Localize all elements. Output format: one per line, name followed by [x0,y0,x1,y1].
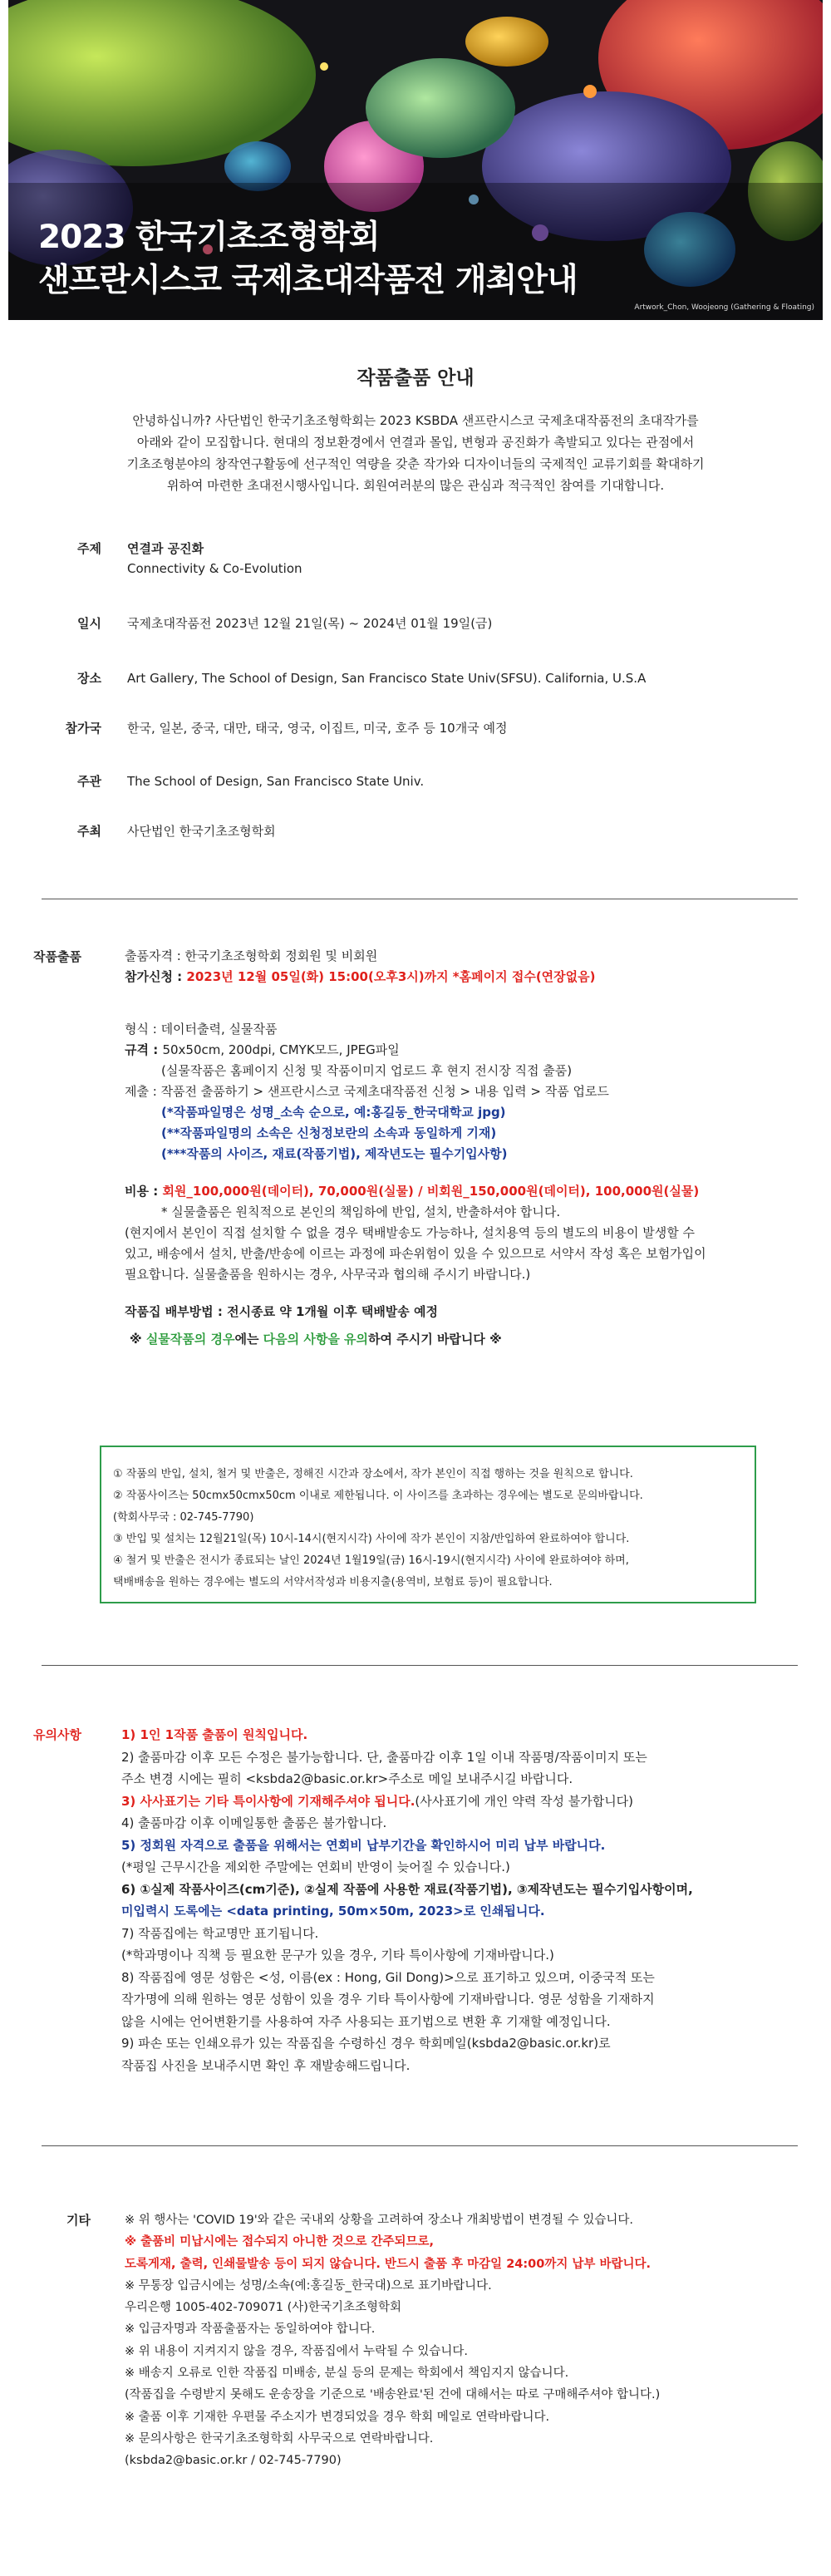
form-line: 형식 : 데이터출력, 실물작품 [125,1022,278,1037]
caution-line [125,1329,789,1350]
etc-item: ※ 배송지 오류로 인한 작품집 미배송, 분실 등의 문제는 학회에서 책임지지 않습니다. [125,2367,569,2381]
apply-deadline: 2023년 12월 05일(화) 15:00(오후3시)까지 *홈페이지 접수(연장없음) [186,969,596,984]
intro-line: 안녕하십니까? 사단법인 한국기초조형학회는 2023 KSBDA 샌프란시스코 국제초대작품전의 초대작가를 [132,413,699,428]
spec-value: 50x50cm, 200dpi, CMYK모드, JPEG파일 [162,1042,400,1057]
info-host-value: The School of Design, San Francisco State Univ. [127,774,425,789]
info-organizer-value: 사단법인 한국기초조형학회 [127,824,276,839]
hero-title [38,216,578,303]
fee-prefix: 비용 : [125,1184,163,1199]
etc-item: ※ 입금자명과 작품출품자는 동일하여야 합니다. [125,2322,376,2337]
spec-note: (실물작품은 홈페이지 신청 및 작품이미지 업로드 후 현지 전시장 직접 출품) [161,1063,573,1078]
info-place-label: 장소 [77,671,101,686]
note-item: ① 작품의 반입, 설치, 철거 및 반출은, 정해진 시간과 장소에서, 작가 본인이 직접 행하는 것을 원칙으로 합니다. [113,1468,633,1480]
etc-label: 기타 [66,2213,91,2228]
caution-item: 2) 출품마감 이후 모든 수정은 불가능합니다. 단, 출품마감 이후 1일 이내 작품명/작품이미지 또는 [121,1749,647,1765]
return-line: 작품집 배부방법 : 전시종료 약 1개월 이후 택배발송 예정 [125,1304,438,1319]
fee-note: 있고, 배송에서 설치, 반출/반송에 이르는 과정에 파손위험이 있을 수 있으므로 서약서 작성 혹은 보험가입이 [125,1246,706,1261]
etc-item: 우리은행 1005-402-709071 (사)한국기초조형학회 [125,2301,402,2315]
etc-block [125,2209,823,2472]
apply-prefix: 참가신청 : [125,969,187,984]
info-organizer-label: 주최 [77,824,101,839]
etc-item: ※ 무통장 입금시에는 성명/소속(예:홍길동_한국대)으로 표기바랍니다. [125,2278,492,2293]
spec-line [125,1040,789,1061]
submission-label: 작품출품 [33,949,81,964]
caution-e: 하여 주시기 바랍니다 ※ [368,1332,502,1347]
caution-item: 4) 출품마감 이후 이메일통한 출품은 불가합니다. [121,1815,387,1830]
divider [42,1665,798,1666]
fee-line [125,1181,789,1202]
caution-item: 8) 작품집에 영문 성함은 <성, 이름(ex : Hong, Gil Dong)>으로 표기하고 있으며, 이중국적 또는 [121,1969,655,1985]
caution-item: 9) 파손 또는 인쇄오류가 있는 작품집을 수령하신 경우 학회메일(ksbda2@basic.or.kr)로 [121,2036,611,2051]
info-host-label: 주관 [77,774,101,789]
submit-line: 제출 : 작품전 출품하기 > 샌프란시스코 국제초대작품전 신청 > 내용 입력 > 작품 업로드 [125,1084,609,1099]
intro-text [58,410,773,496]
etc-item: ※ 위 행사는 'COVID 19'와 같은 국내외 상황을 고려하여 장소나 개최방법이 변경될 수 있습니다. [125,2214,633,2227]
submission-block [125,946,789,1350]
caution-item: (*학과명이나 직책 등 필요한 문구가 있을 경우, 기타 특이사항에 기재바랍니다.) [121,1948,554,1963]
caution-a: ※ [130,1332,146,1347]
intro-line: 아래와 같이 모집합니다. 현대의 정보환경에서 연결과 몰입, 변형과 공진화가 촉발되고 있다는 관점에서 [136,435,695,450]
caution-item: 1) 1인 1작품 출품이 원칙입니다. [121,1727,308,1742]
caution-item: 5) 정회원 자격으로 출품을 위해서는 연회비 납부기간을 확인하시어 미리 납부 바랍니다. [121,1837,606,1853]
caution-item: 미입력시 도록에는 <data printing, 50m×50m, 2023>로 인쇄됩니다. [121,1904,545,1918]
caution-item: 주소 변경 시에는 필히 <ksbda2@basic.or.kr>주소로 메일 보내주시길 바랍니다. [121,1771,573,1786]
caution-item-tail: (사사표기에 개인 약력 작성 불가합니다) [415,1793,634,1809]
etc-item: ※ 출품 이후 기재한 우편물 주소지가 변경되었을 경우 학회 메일로 연락바랍니다. [125,2410,550,2424]
file-note: (*작품파일명은 성명_소속 순으로, 예:홍길동_한국대학교 jpg) [161,1105,506,1120]
info-countries-value: 한국, 일본, 중국, 대만, 태국, 영국, 이집트, 미국, 호주 등 10개국 예정 [127,721,508,736]
caution-item: 않을 시에는 언어변환기를 사용하여 자주 사용되는 표기법으로 변환 후 기재할 예정입니다. [121,2013,611,2029]
physical-artwork-notes [100,1446,756,1603]
caution-item: 6) ①실제 작품사이즈(cm기준), ②실제 작품에 사용한 재료(작품기법), ③제작년도는 필수기입사항이며, [121,1881,693,1897]
apply-line [125,967,789,988]
cautions-block [121,1724,803,2076]
intro-line: 기초조형분야의 창작연구활동에 선구적인 역량을 갖춘 작가와 디자이너들의 국제적인 교류기회를 확대하기 [126,456,705,471]
note-item: ④ 철거 및 반출은 전시가 종료되는 날인 2024년 1월19일(금) 16시-19시(현지시각) 사이에 완료하여야 하며, [113,1554,629,1567]
eligibility: 출품자격 : 한국기초조형학회 정회원 및 비회원 [125,948,378,963]
info-date-label: 일시 [77,616,101,631]
etc-item: ※ 출품비 미납시에는 접수되지 아니한 것으로 간주되므로, [125,2235,435,2249]
file-note: (**작품파일명의 소속은 신청정보란의 소속과 동일하게 기재) [161,1125,497,1140]
caution-item: (*평일 근무시간을 제외한 주말에는 연회비 반영이 늦어질 수 있습니다.) [121,1859,510,1874]
caution-item: 7) 작품집에는 학교명만 표기됩니다. [121,1925,319,1941]
note-item: ② 작품사이즈는 50cmx50cmx50cm 이내로 제한됩니다. 이 사이즈를 초과하는 경우에는 별도로 문의바랍니다. [113,1490,643,1502]
divider [42,2145,798,2146]
etc-item: ※ 문의사항은 한국기초조형학회 사무국으로 연락바랍니다. [125,2431,434,2445]
fee-value: 회원_100,000원(데이터), 70,000원(실물) / 비회원_150,000원(데이터), 100,000원(실물) [162,1184,700,1199]
info-date-value: 국제초대작품전 2023년 12월 21일(목) ~ 2024년 01월 19일(금) [127,616,493,631]
note-item: ③ 반입 및 설치는 12월21일(목) 10시-14시(현지시각) 사이에 작가 본인이 지참/반입하여 완료하여야 합니다. [113,1533,630,1545]
file-note: (***작품의 사이즈, 재료(작품기법), 제작년도는 필수기입사항) [161,1146,508,1161]
caution-b: 실물작품의 경우 [145,1332,235,1347]
hero-credit: Artwork_Chon, Woojeong (Gathering & Floating) [634,303,814,312]
info-place-value: Art Gallery, The School of Design, San Francisco State Univ(SFSU). California, U.S.A [127,671,647,686]
caution-c: 에는 [234,1332,263,1347]
info-theme-label: 주제 [77,541,101,556]
spec-prefix: 규격 : [125,1042,163,1057]
caution-item [121,1790,803,1813]
etc-item: (작품집을 수령받지 못해도 운송장을 기준으로 '배송완료'된 건에 대해서는 따로 구매해주셔야 합니다.) [125,2388,661,2402]
hero-banner [8,0,823,320]
intro-line: 위하여 마련한 초대전시행사입니다. 회원여러분의 많은 관심과 적극적인 참여를 기대합니다. [166,478,665,493]
caution-item: 작품집 사진을 보내주시면 확인 후 재발송해드립니다. [121,2057,411,2073]
note-item: 택배배송을 원하는 경우에는 별도의 서약서작성과 비용지출(용역비, 보험료 등)이 필요합니다. [113,1576,553,1588]
etc-item: (ksbda2@basic.or.kr / 02-745-7790) [125,2454,342,2468]
etc-item: ※ 위 내용이 지켜지지 않을 경우, 작품집에서 누락될 수 있습니다. [125,2344,469,2358]
fee-note: 필요합니다. 실물출품을 원하시는 경우, 사무국과 협의해 주시기 바랍니다.) [125,1267,531,1282]
hero-title-line1: 2023 한국기초조형학회 [38,219,380,256]
caution-item: 작가명에 의해 원하는 영문 성함이 있을 경우 기타 특이사항에 기재바랍니다. 영문 성함을 기재하지 [121,1992,655,2007]
info-theme-en: Connectivity & Co-Evolution [127,561,302,576]
caution-item-emph: 3) 사사표기는 기타 특이사항에 기재해주셔야 됩니다. [121,1793,416,1809]
caution-d: 다음의 사항을 유의 [263,1332,369,1347]
fee-note: (현지에서 본인이 직접 설치할 수 없을 경우 택배발송도 가능하나, 설치용역 등의 별도의 비용이 발생할 수 [125,1225,695,1240]
hero-title-line2: 샌프란시스코 국제초대작품전 개최안내 [38,262,578,299]
note-item: (학회사무국 : 02-745-7790) [113,1511,254,1524]
etc-item: 도록게재, 출력, 인쇄물발송 등이 되지 않습니다. 반드시 출품 후 마감일 24:00까지 납부 바랍니다. [125,2257,652,2271]
fee-note: * 실물출품은 원칙적으로 본인의 책임하에 반입, 설치, 반출하셔야 합니다. [161,1204,561,1219]
cautions-label: 유의사항 [33,1727,81,1742]
info-theme-ko: 연결과 공진화 [127,541,204,556]
info-theme-value [127,539,792,579]
section-title: 작품출품 안내 [356,367,475,389]
info-countries-label: 참가국 [65,721,101,736]
